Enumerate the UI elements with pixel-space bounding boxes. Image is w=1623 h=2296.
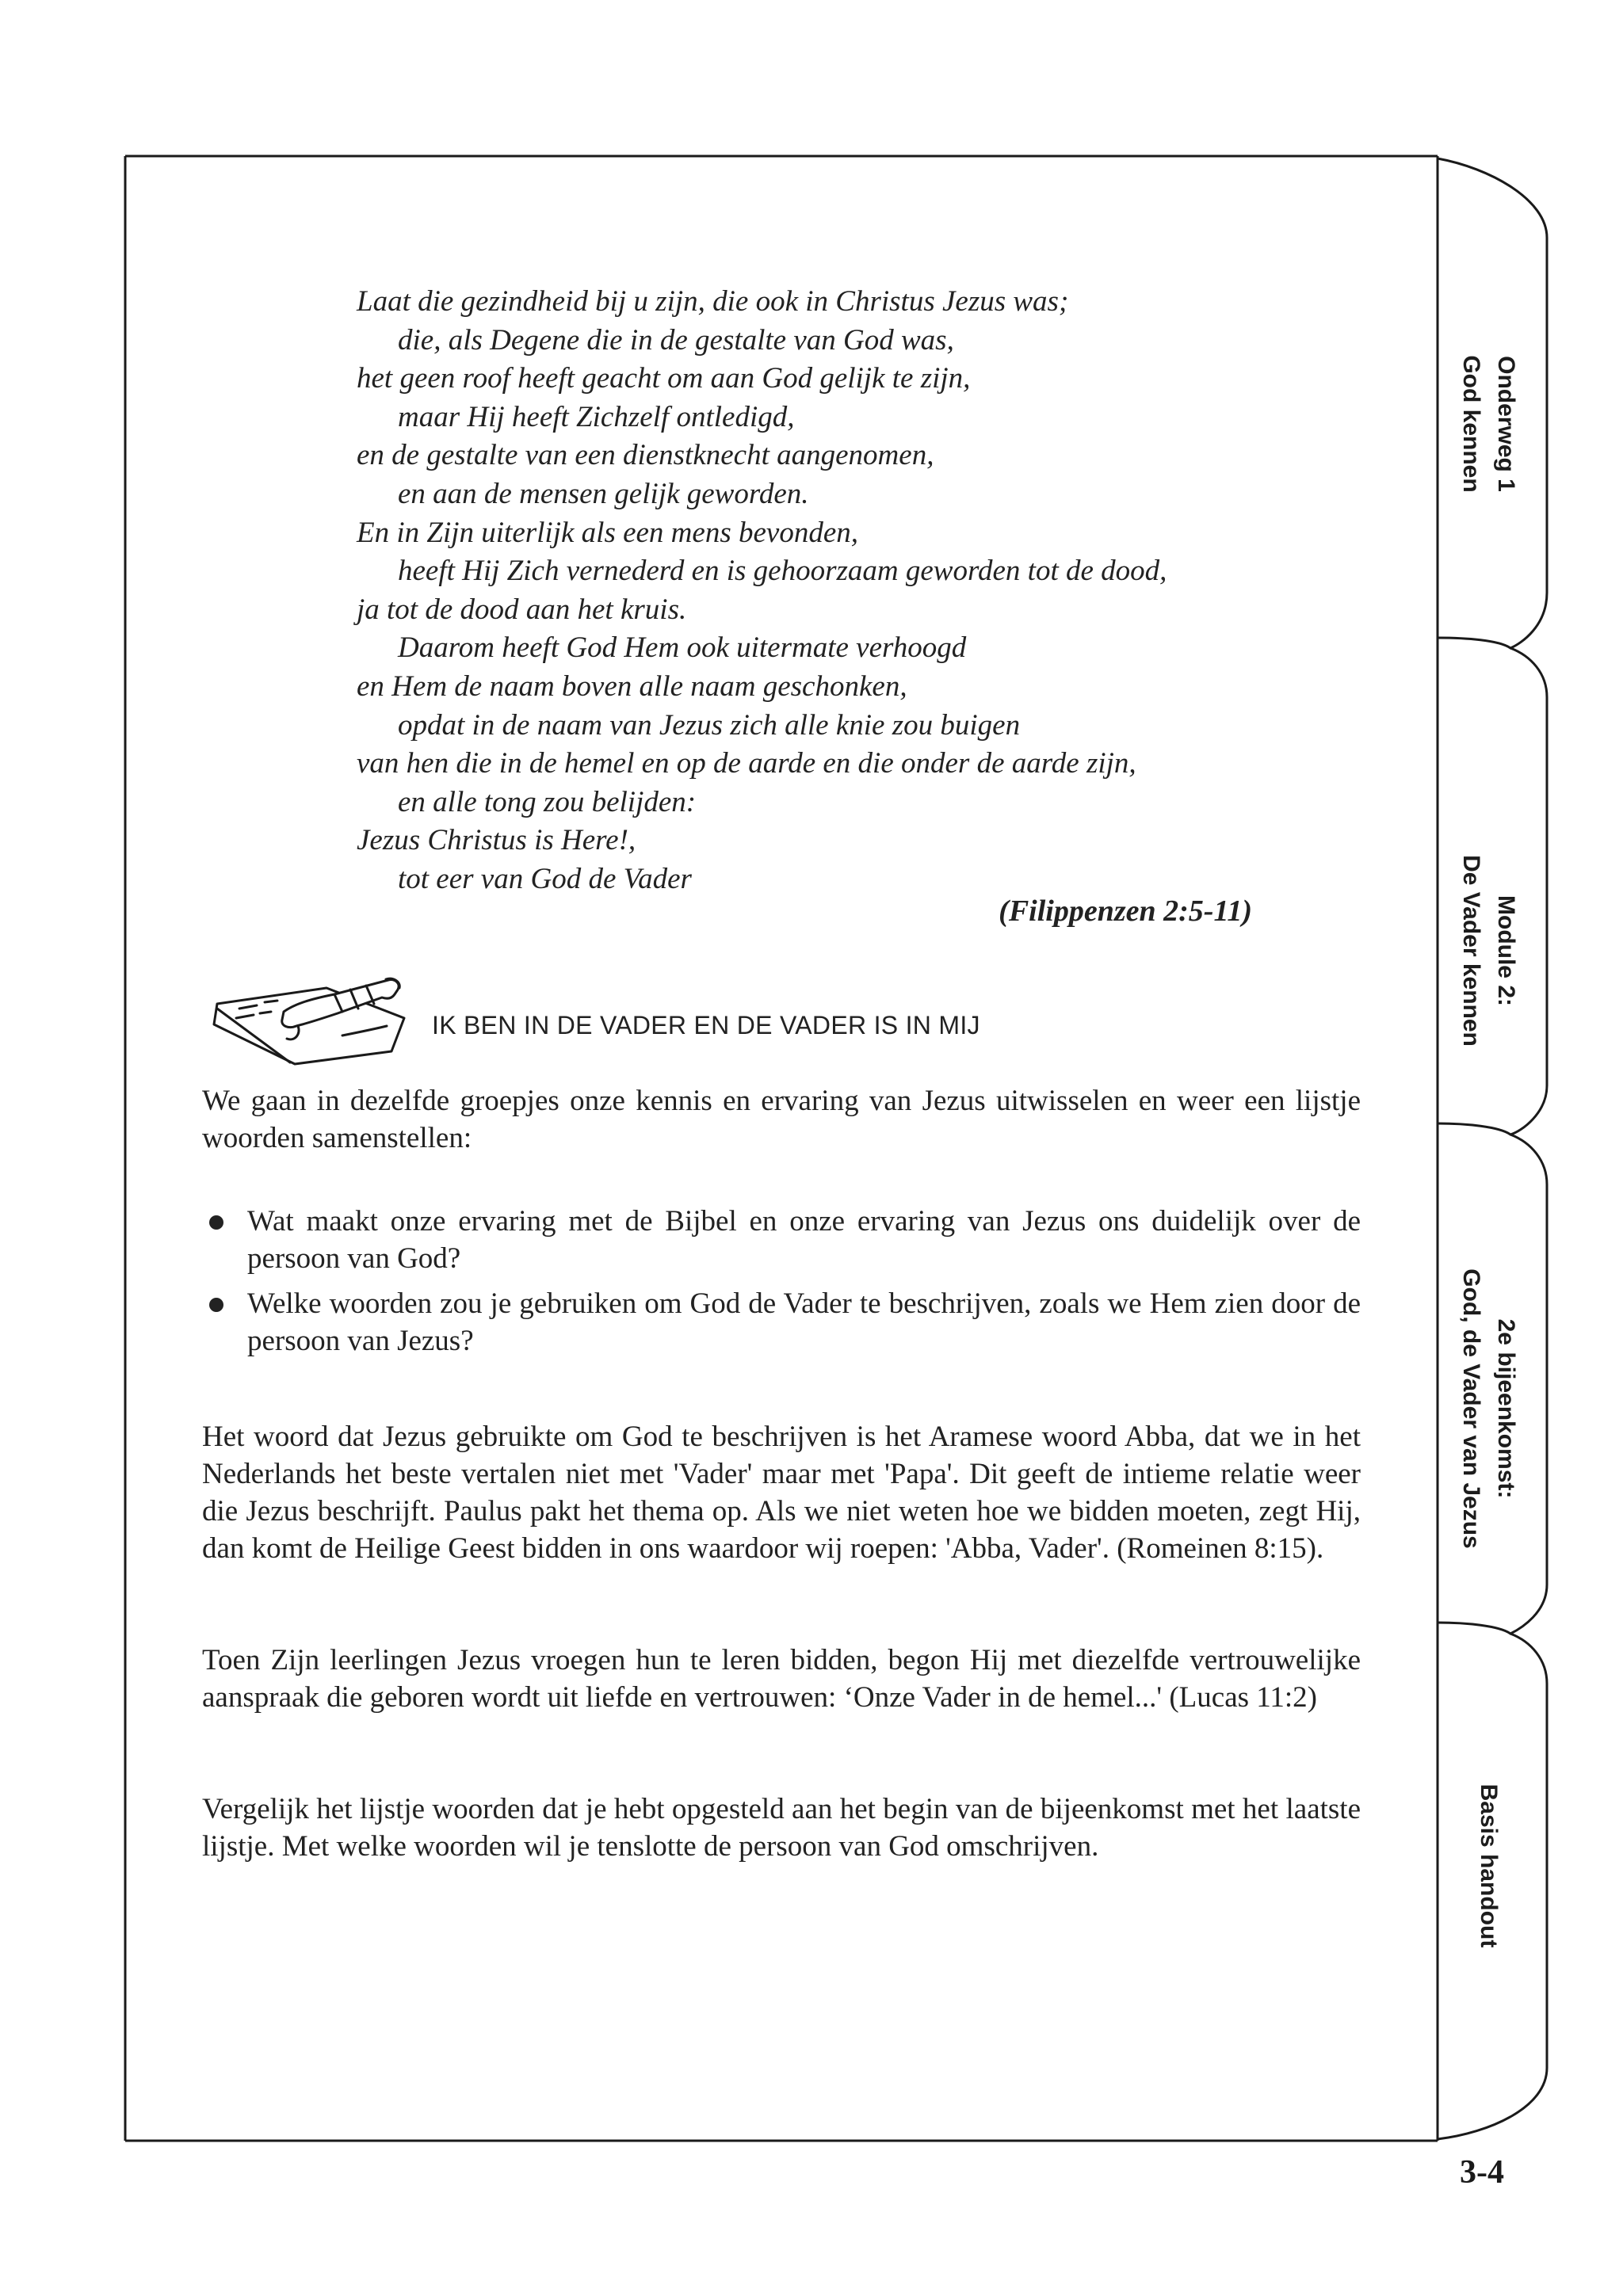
abba-paragraph: Het woord dat Jezus gebruikte om God te beschrijven is het Aramese woord Abba, dat we in het Nederlands het beste vertalen niet met 'Vader' maar met 'Papa'. Dit geeft de intieme relatie weer die Jezus beschrijft. Paulus pakt het thema op. Als we niet weten hoe we bidden moeten, zegt Hij, dan komt de Heilige Geest bidden in ons waardoor wij roepen: 'Abba, Vader'. (Romeinen 8:15). xyxy=(202,1421,1361,1565)
tab-onderweg[interactable] xyxy=(1453,202,1523,646)
quote-line: en aan de mensen gelijk geworden. xyxy=(398,477,809,510)
quote-line: Laat die gezindheid bij u zijn, die ook in Christus Jezus was; xyxy=(357,285,1069,318)
quote-line: die, als Degene die in de gestalte van God was, xyxy=(398,323,954,357)
list-item xyxy=(202,1285,1361,1360)
tab-bijeenkomst[interactable] xyxy=(1453,1187,1523,1630)
scripture-quote xyxy=(357,283,1292,899)
quote-line: En in Zijn uiterlijk als een mens bevonden, xyxy=(357,516,858,549)
bullet-icon xyxy=(209,1215,223,1230)
tab-line: Module 2: xyxy=(1493,895,1519,1006)
prayer-paragraph: Toen Zijn leerlingen Jezus vroegen hun te leren bidden, begon Hij met diezelfde vertrouwelijke aanspraak die geboren wordt uit liefde en vertrouwen: ‘Onze Vader in de hemel...' (Lucas 11:2) xyxy=(202,1644,1361,1714)
writing-hand-icon xyxy=(208,963,411,1066)
quote-reference: (Filippenzen 2:5-11) xyxy=(999,894,1252,928)
tab-line: De Vader kennen xyxy=(1458,855,1484,1047)
bullet-text: Welke woorden zou je gebruiken om God de Vader te beschrijven, zoals we Hem zien door de persoon van Jezus? xyxy=(247,1287,1361,1357)
quote-line: maar Hij heeft Zichzelf ontledigd, xyxy=(398,400,795,433)
quote-line: heeft Hij Zich vernederd en is gehoorzaam geworden tot de dood, xyxy=(398,555,1167,588)
quote-line: en Hem de naam boven alle naam geschonken, xyxy=(357,669,907,703)
quote-line: en alle tong zou belijden: xyxy=(398,785,697,818)
page-number: 3-4 xyxy=(1460,2154,1504,2191)
tab-line: Basis handout xyxy=(1476,1783,1502,1948)
tab-line: Onderweg 1 xyxy=(1493,356,1519,492)
bullet-text: Wat maakt onze ervaring met de Bijbel en onze ervaring van Jezus ons duidelijk over de persoon van God? xyxy=(247,1205,1361,1275)
intro-paragraph: We gaan in dezelfde groepjes onze kennis en ervaring van Jezus uitwisselen en weer een lijstje woorden samenstellen: xyxy=(202,1085,1361,1154)
compare-paragraph: Vergelijk het lijstje woorden dat je hebt opgesteld aan het begin van de bijeenkomst met het laatste lijstje. Met welke woorden wil je tenslotte de persoon van God omschrijven. xyxy=(202,1793,1361,1863)
quote-line: Daarom heeft God Hem ook uitermate verhoogd xyxy=(398,631,967,665)
list-item xyxy=(202,1203,1361,1277)
quote-line: Jezus Christus is Here!, xyxy=(357,824,636,857)
tab-basis-handout[interactable] xyxy=(1471,1644,1506,2088)
quote-line: het geen roof heeft geacht om aan God gelijk te zijn, xyxy=(357,362,971,395)
tab-line: 2e bijeenkomst: xyxy=(1493,1318,1519,1499)
section-heading: IK BEN IN DE VADER EN DE VADER IS IN MIJ xyxy=(432,1011,980,1039)
quote-line: van hen die in de hemel en op de aarde en die onder de aarde zijn, xyxy=(357,747,1136,780)
bullet-icon xyxy=(209,1298,223,1312)
quote-line: tot eer van God de Vader xyxy=(398,862,692,895)
tab-line: God, de Vader van Jezus xyxy=(1458,1268,1484,1549)
quote-line: ja tot de dood aan het kruis. xyxy=(357,593,687,626)
quote-line: en de gestalte van een dienstknecht aangenomen, xyxy=(357,439,934,472)
question-list xyxy=(202,1203,1361,1367)
quote-line: opdat in de naam van Jezus zich alle knie zou buigen xyxy=(398,708,1021,742)
tab-line: God kennen xyxy=(1458,355,1484,493)
tab-module[interactable] xyxy=(1453,729,1523,1173)
